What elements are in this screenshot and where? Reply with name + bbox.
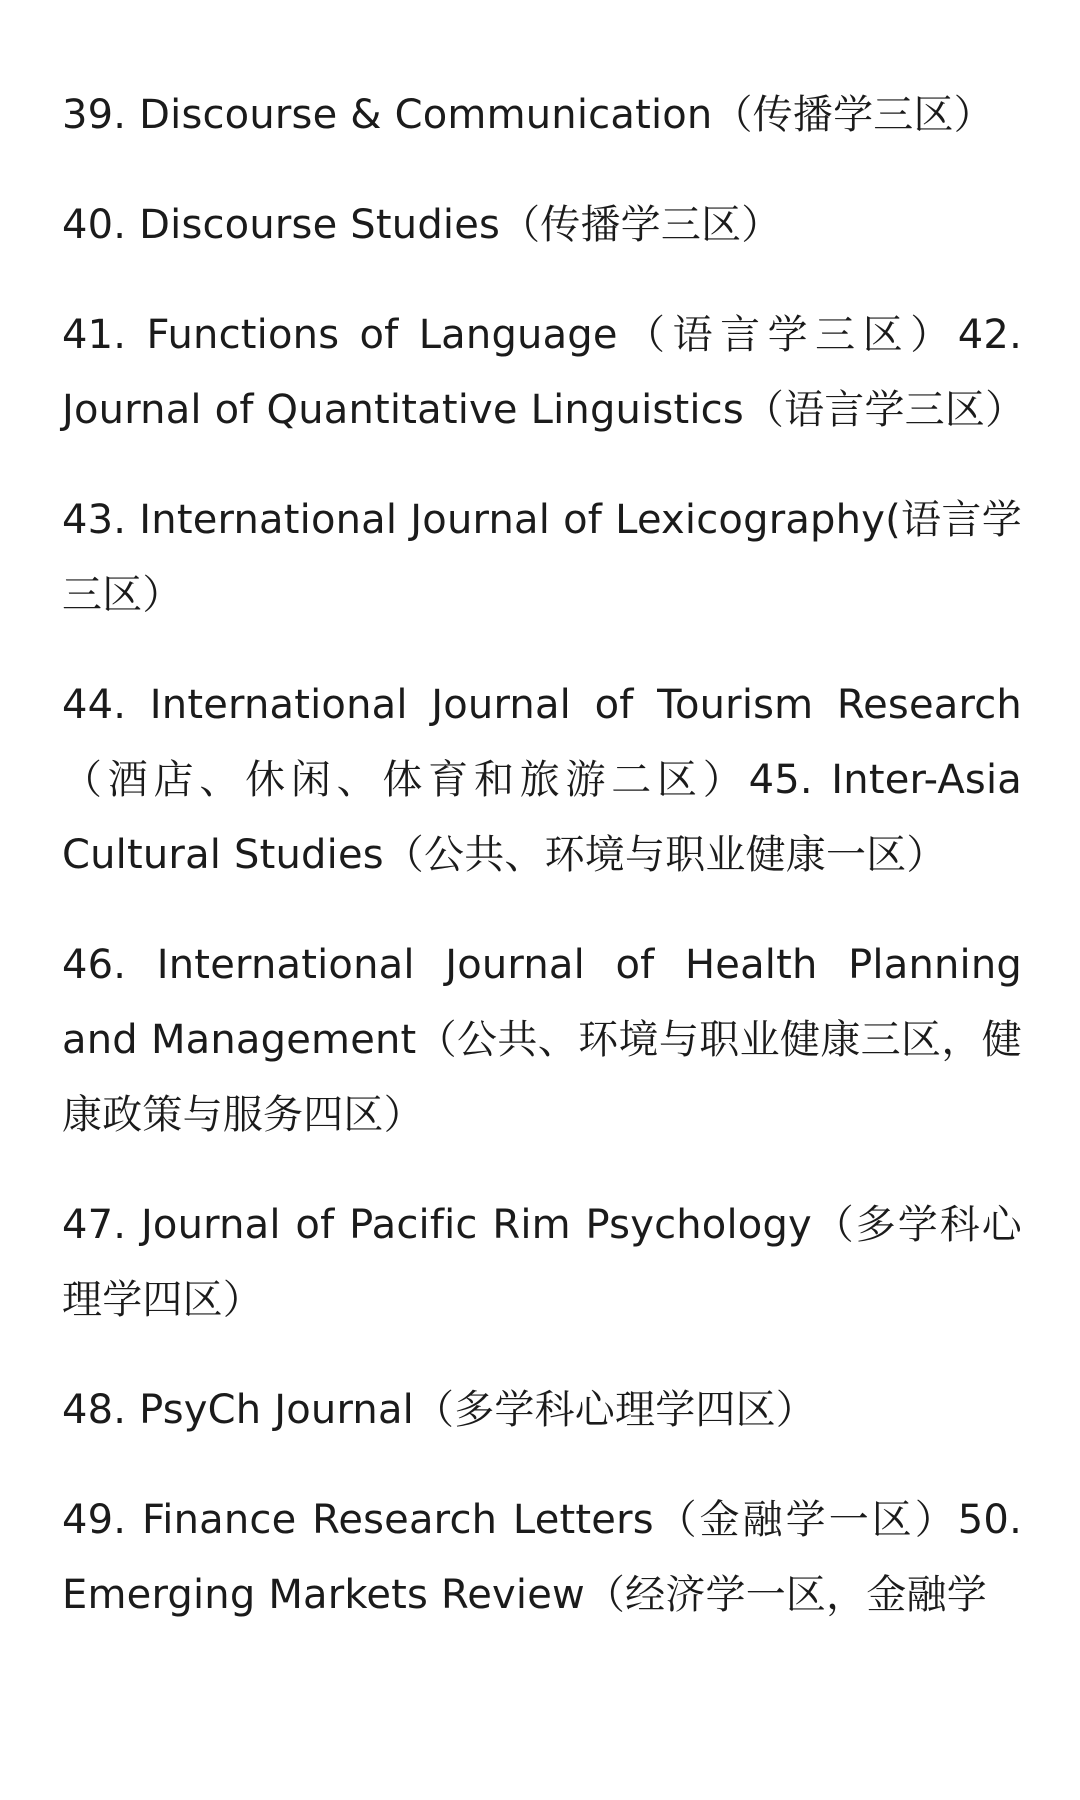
list-item-39: 39. Discourse & Communication（传播学三区） — [62, 92, 994, 138]
list-item-43: 43. International Journal of Lexicography(语言学三区） — [62, 497, 1022, 618]
list-item-41-42: 41. Functions of Language（语言学三区）42. Journal of Quantitative Linguistics（语言学三区） — [62, 312, 1026, 433]
list-item-48: 48. PsyCh Journal（多学科心理学四区） — [62, 1387, 816, 1433]
list-item-49-50: 49. Finance Research Letters（金融学一区）50. Emerging Markets Review（经济学一区，金融学 — [62, 1497, 1022, 1618]
list-item-44-45: 44. International Journal of Tourism Research（酒店、休闲、体育和旅游二区）45. Inter-Asia Cultural Studies（公共、环境与职业健康一区） — [62, 682, 1022, 878]
list-item-47: 47. Journal of Pacific Rim Psychology（多学科心理学四区） — [62, 1202, 1022, 1323]
list-item-40: 40. Discourse Studies（传播学三区） — [62, 202, 782, 248]
list-item-46: 46. International Journal of Health Planning and Management（公共、环境与职业健康三区，健康政策与服务四区） — [62, 942, 1022, 1138]
journal-list — [62, 78, 1026, 1633]
